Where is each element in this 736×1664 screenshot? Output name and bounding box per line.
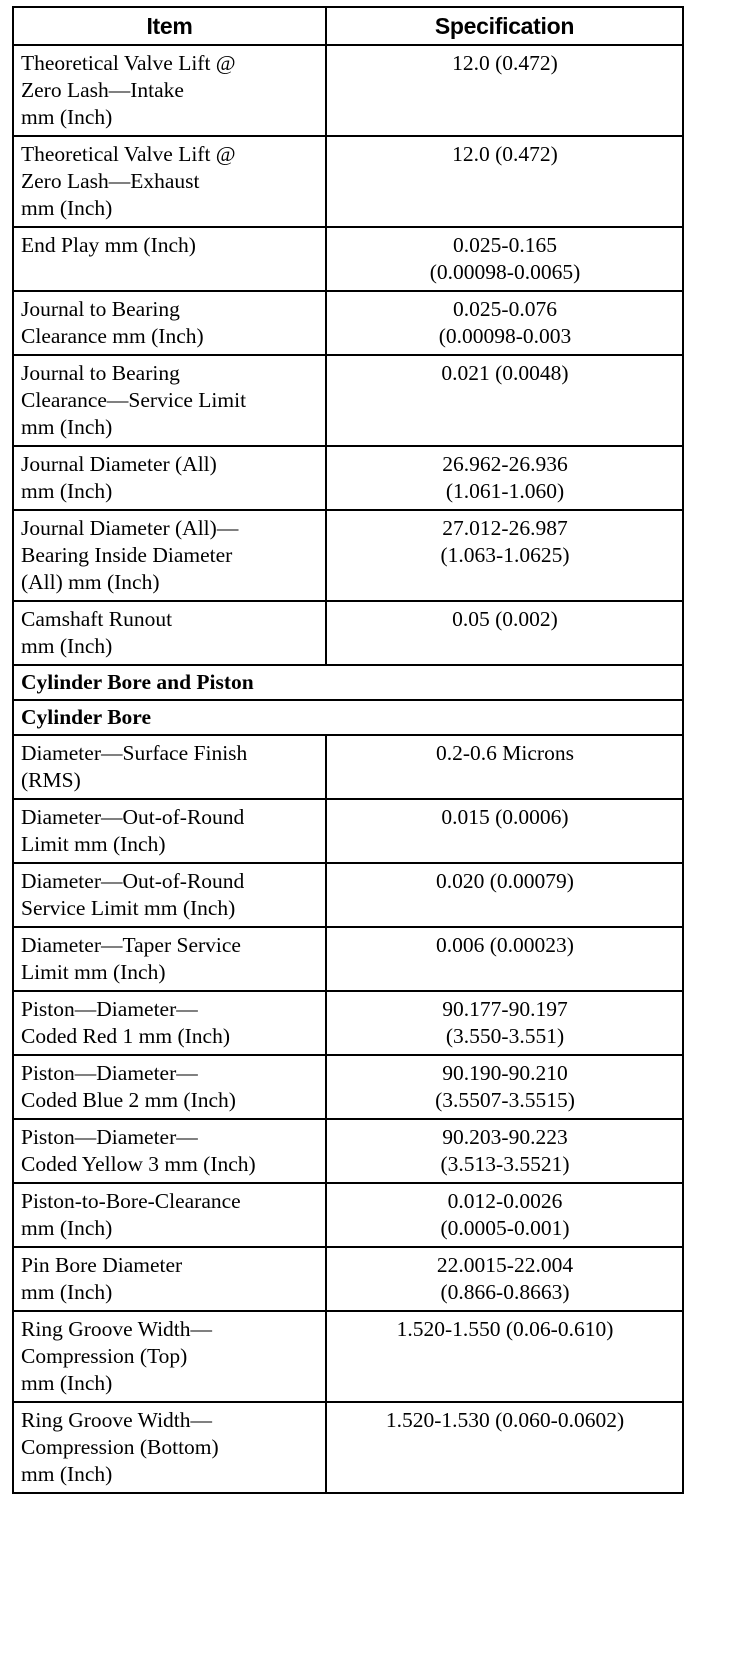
item-column-header: Item	[13, 7, 326, 45]
table-row	[13, 991, 683, 1055]
table-row	[13, 927, 683, 991]
table-row	[13, 45, 683, 136]
item-cell: Piston—Diameter— Coded Red 1 mm (Inch)	[13, 991, 326, 1055]
table-row	[13, 136, 683, 227]
spec-cell: 27.012-26.987 (1.063-1.0625)	[326, 510, 683, 601]
table-row	[13, 601, 683, 665]
table-row	[13, 1247, 683, 1311]
spec-table-body	[13, 45, 683, 1493]
section-heading: Cylinder Bore	[13, 700, 683, 735]
spec-cell: 0.025-0.076 (0.00098-0.003	[326, 291, 683, 355]
item-cell: Camshaft Runout mm (Inch)	[13, 601, 326, 665]
item-cell: Diameter—Out-of-Round Service Limit mm (Inch)	[13, 863, 326, 927]
header-row	[13, 7, 683, 45]
item-cell: End Play mm (Inch)	[13, 227, 326, 291]
spec-cell: 0.006 (0.00023)	[326, 927, 683, 991]
spec-cell: 12.0 (0.472)	[326, 45, 683, 136]
spec-cell: 90.203-90.223 (3.513-3.5521)	[326, 1119, 683, 1183]
spec-cell: 1.520-1.530 (0.060-0.0602)	[326, 1402, 683, 1493]
table-row	[13, 291, 683, 355]
table-row	[13, 1183, 683, 1247]
item-cell: Ring Groove Width— Compression (Bottom) mm (Inch)	[13, 1402, 326, 1493]
spec-cell: 1.520-1.550 (0.06-0.610)	[326, 1311, 683, 1402]
table-row	[13, 863, 683, 927]
item-cell: Diameter—Taper Service Limit mm (Inch)	[13, 927, 326, 991]
item-cell: Diameter—Surface Finish (RMS)	[13, 735, 326, 799]
table-row	[13, 799, 683, 863]
item-cell: Theoretical Valve Lift @ Zero Lash—Intake mm (Inch)	[13, 45, 326, 136]
item-cell: Theoretical Valve Lift @ Zero Lash—Exhaust mm (Inch)	[13, 136, 326, 227]
item-cell: Journal to Bearing Clearance mm (Inch)	[13, 291, 326, 355]
spec-cell: 0.2-0.6 Microns	[326, 735, 683, 799]
spec-table	[12, 6, 684, 1494]
spec-cell: 0.015 (0.0006)	[326, 799, 683, 863]
table-row	[13, 355, 683, 446]
section-row	[13, 700, 683, 735]
item-cell: Diameter—Out-of-Round Limit mm (Inch)	[13, 799, 326, 863]
table-row	[13, 227, 683, 291]
item-cell: Journal Diameter (All)— Bearing Inside Diameter (All) mm (Inch)	[13, 510, 326, 601]
spec-cell: 0.025-0.165 (0.00098-0.0065)	[326, 227, 683, 291]
spec-cell: 90.177-90.197 (3.550-3.551)	[326, 991, 683, 1055]
item-cell: Piston—Diameter— Coded Yellow 3 mm (Inch)	[13, 1119, 326, 1183]
section-heading: Cylinder Bore and Piston	[13, 665, 683, 700]
table-row	[13, 510, 683, 601]
spec-cell: 0.012-0.0026 (0.0005-0.001)	[326, 1183, 683, 1247]
specification-column-header: Specification	[326, 7, 683, 45]
table-row	[13, 1311, 683, 1402]
item-cell: Pin Bore Diameter mm (Inch)	[13, 1247, 326, 1311]
spec-cell: 90.190-90.210 (3.5507-3.5515)	[326, 1055, 683, 1119]
item-cell: Journal Diameter (All) mm (Inch)	[13, 446, 326, 510]
table-row	[13, 1402, 683, 1493]
table-row	[13, 446, 683, 510]
item-cell: Piston—Diameter— Coded Blue 2 mm (Inch)	[13, 1055, 326, 1119]
spec-cell: 0.021 (0.0048)	[326, 355, 683, 446]
spec-cell: 22.0015-22.004 (0.866-0.8663)	[326, 1247, 683, 1311]
item-cell: Piston-to-Bore-Clearance mm (Inch)	[13, 1183, 326, 1247]
spec-cell: 0.05 (0.002)	[326, 601, 683, 665]
item-cell: Ring Groove Width— Compression (Top) mm (Inch)	[13, 1311, 326, 1402]
table-row	[13, 735, 683, 799]
spec-cell: 0.020 (0.00079)	[326, 863, 683, 927]
spec-cell: 12.0 (0.472)	[326, 136, 683, 227]
item-cell: Journal to Bearing Clearance—Service Limit mm (Inch)	[13, 355, 326, 446]
spec-cell: 26.962-26.936 (1.061-1.060)	[326, 446, 683, 510]
section-row	[13, 665, 683, 700]
table-row	[13, 1119, 683, 1183]
table-row	[13, 1055, 683, 1119]
